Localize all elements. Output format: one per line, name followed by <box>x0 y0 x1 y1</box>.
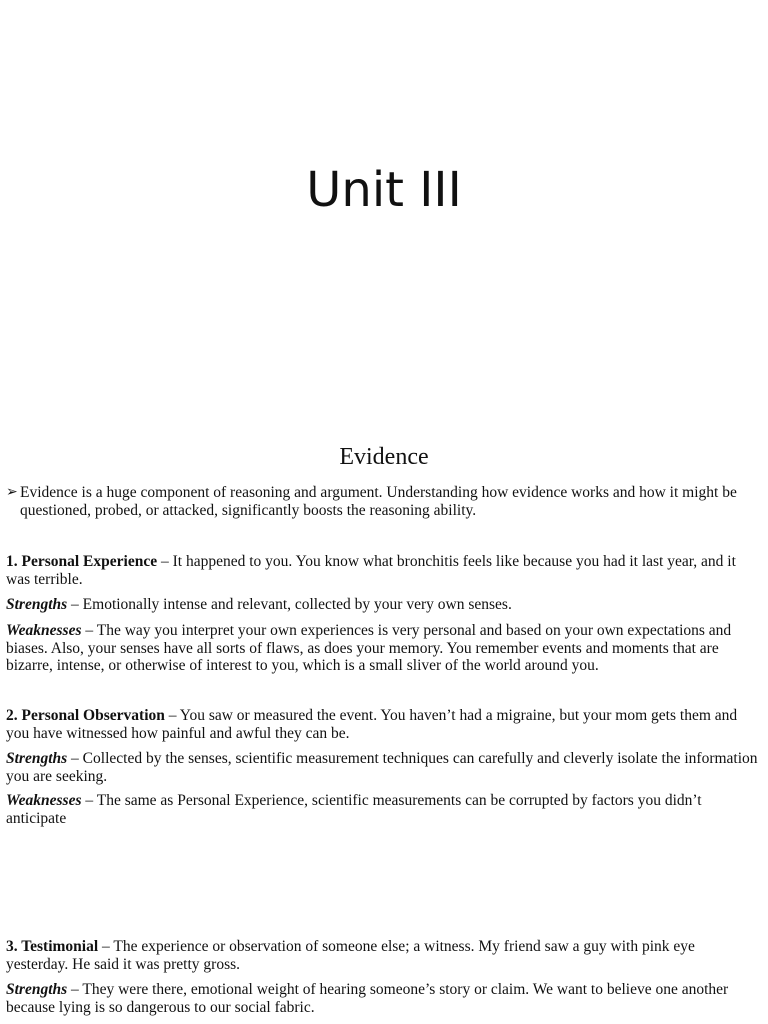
intro-text: Evidence is a huge component of reasoning and argument. Understanding how evidence works and how it might be questioned, probed, or attacked, significantly boosts the reasoning ability. <box>20 484 737 519</box>
weaknesses-text: – The same as Personal Experience, scientific measurements can be corrupted by factors you didn’t anticipate <box>6 792 702 827</box>
weaknesses-label: Weaknesses <box>6 792 82 809</box>
section-3-heading: 3. Testimonial <box>6 938 99 955</box>
arrow-bullet-icon: ➢ <box>6 485 18 500</box>
section-2-heading-paragraph <box>6 707 760 742</box>
strengths-label: Strengths <box>6 981 68 998</box>
strengths-label: Strengths <box>6 596 68 613</box>
strengths-text: – Emotionally intense and relevant, collected by your very own senses. <box>67 596 512 613</box>
section-2-weaknesses <box>6 792 760 827</box>
section-3-text: – The experience or observation of someone else; a witness. My friend saw a guy with pink eye yesterday. He said it was pretty gross. <box>6 938 695 973</box>
section-title: Evidence <box>339 444 429 470</box>
weaknesses-label: Weaknesses <box>6 622 82 639</box>
section-3-heading-paragraph <box>6 938 760 973</box>
section-1-strengths <box>6 596 760 614</box>
weaknesses-text: – The way you interpret your own experiences is very personal and based on your own expectations and biases. Also, your senses have all sorts of flaws, as does your memory. You remember events and moments that are bizarre, intense, or otherwise of interest to you, which is a small sliver of the world around you. <box>6 622 732 674</box>
section-1-heading-paragraph <box>6 553 760 588</box>
section-1-text: – It happened to you. You know what bronchitis feels like because you had it last year, and it was terrible. <box>6 553 736 588</box>
section-1-weaknesses <box>6 622 760 675</box>
section-2-text: – You saw or measured the event. You haven’t had a migraine, but your mom gets them and you have witnessed how painful and awful they can be. <box>6 707 738 742</box>
section-1-heading: 1. Personal Experience <box>6 553 158 570</box>
strengths-label: Strengths <box>6 750 68 767</box>
section-2-strengths <box>6 750 760 785</box>
section-2-heading: 2. Personal Observation <box>6 707 165 724</box>
intro-bullet <box>6 484 756 520</box>
strengths-text: – Collected by the senses, scientific measurement techniques can carefully and cleverly isolate the information you are seeking. <box>6 750 758 785</box>
strengths-text: – They were there, emotional weight of hearing someone’s story or claim. We want to believe one another because lying is so dangerous to our social fabric. <box>6 981 729 1016</box>
section-3-strengths <box>6 981 760 1016</box>
page-title: Unit III <box>306 162 462 218</box>
